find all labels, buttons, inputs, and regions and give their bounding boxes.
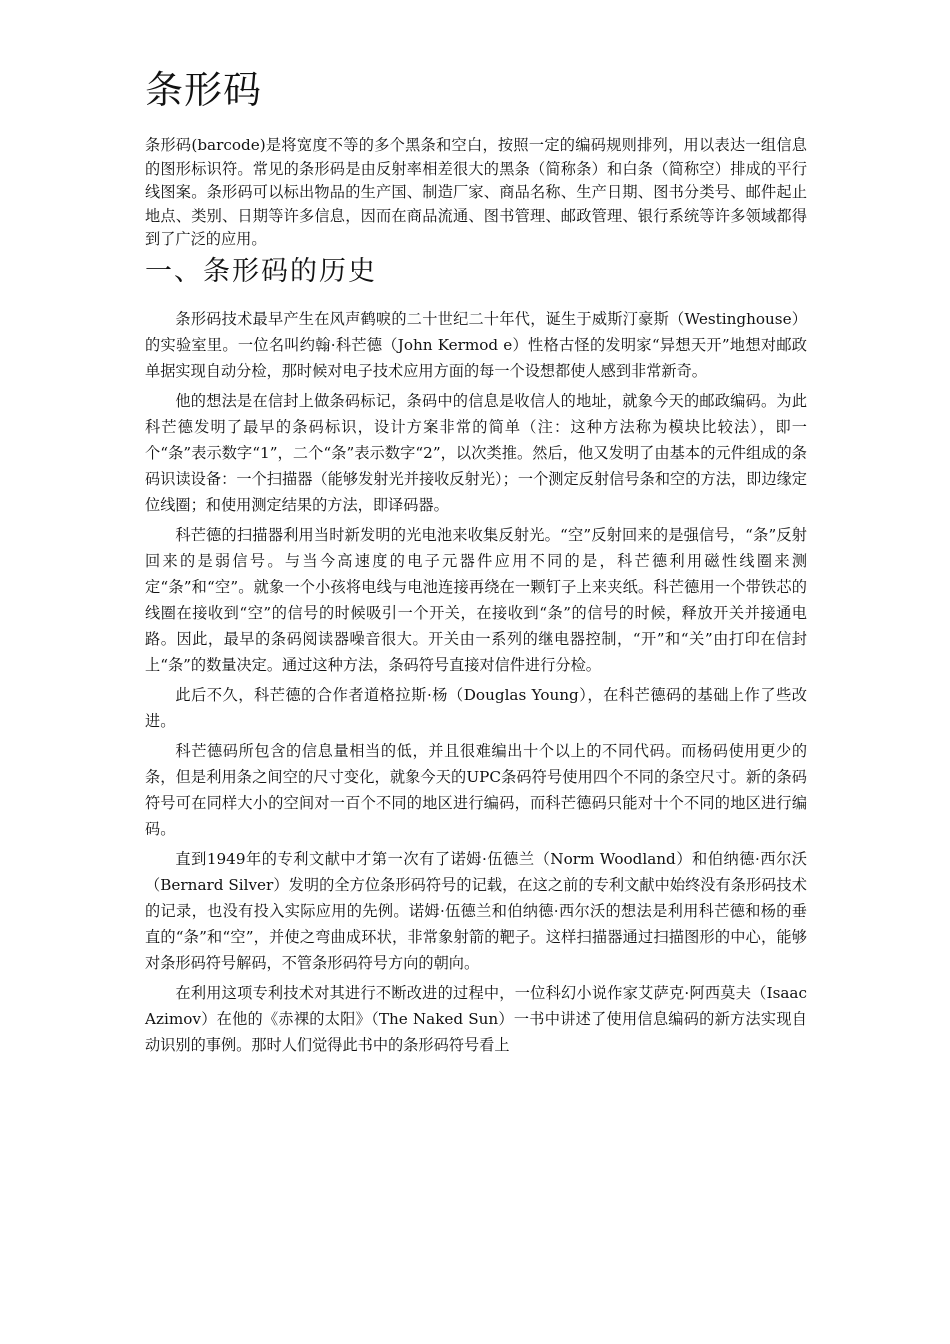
document-title: 条形码 <box>145 68 263 112</box>
document-page <box>145 62 807 1062</box>
body-paragraph: 条形码技术最早产生在风声鹤唳的二十世纪二十年代，诞生于威斯汀豪斯（Westinghouse）的实验室里。一位名叫约翰·科芒德（John Kermod e）性格古怪的发明家“异想天开”地想对邮政单据实现自动分检，那时候对电子技术应用方面的每一个设想都使人感到非常新奇。 <box>145 309 807 380</box>
body-paragraph: 直到1949年的专利文献中才第一次有了诺姆·伍德兰（Norm Woodland）和伯纳德·西尔沃（Bernard Silver）发明的全方位条形码符号的记载，在这之前的专利文献中始终没有条形码技术的记录，也没有投入实际应用的先例。诺姆·伍德兰和伯纳德·西尔沃的想法是利用科芒德和杨的垂直的“条”和“空”，并使之弯曲成环状，非常象射箭的靶子。这样扫描器通过扫描图形的中心，能够对条形码符号解码，不管条形码符号方向的朝向。 <box>145 849 807 972</box>
body-paragraph: 此后不久，科芒德的合作者道格拉斯·杨（Douglas Young），在科芒德码的基础上作了些改进。 <box>145 685 807 730</box>
body-paragraph: 在利用这项专利技术对其进行不断改进的过程中，一位科幻小说作家艾萨克·阿西莫夫（Isaac Azimov）在他的《赤裸的太阳》（The Naked Sun）一书中讲述了使用信息编码的新方法实现自动识别的事例。那时人们觉得此书中的条形码符号看上 <box>145 983 807 1054</box>
body-paragraph: 科芒德码所包含的信息量相当的低，并且很难编出十个以上的不同代码。而杨码使用更少的条，但是利用条之间空的尺寸变化，就象今天的UPC条码符号使用四个不同的条空尺寸。新的条码符号可在同样大小的空间对一百个不同的地区进行编码，而科芒德码只能对十个不同的地区进行编码。 <box>145 741 807 838</box>
body-paragraph: 科芒德的扫描器利用当时新发明的光电池来收集反射光。“空”反射回来的是强信号，“条”反射回来的是弱信号。与当今高速度的电子元器件应用不同的是，科芒德利用磁性线圈来测定“条”和“空”。就象一个小孩将电线与电池连接再绕在一颗钉子上来夹纸。科芒德用一个带铁芯的线圈在接收到“空”的信号的时候吸引一个开关，在接收到“条”的信号的时候，释放开关并接通电路。因此，最早的条码阅读器噪音很大。开关由一系列的继电器控制，“开”和“关”由打印在信封上“条”的数量决定。通过这种方法，条码符号直接对信件进行分检。 <box>145 525 807 674</box>
body-paragraph: 他的想法是在信封上做条码标记，条码中的信息是收信人的地址，就象今天的邮政编码。为此科芒德发明了最早的条码标识，设计方案非常的简单（注：这种方法称为模块比较法），即一个“条”表示数字“1”，二个“条”表示数字“2”，以次类推。然后，他又发明了由基本的元件组成的条码识读设备：一个扫描器（能够发射光并接收反射光）；一个测定反射信号条和空的方法，即边缘定位线圈；和使用测定结果的方法，即译码器。 <box>145 391 807 514</box>
section-heading-history: 一、条形码的历史 <box>145 255 377 287</box>
intro-paragraph: 条形码(barcode)是将宽度不等的多个黑条和空白，按照一定的编码规则排列，用以表达一组信息的图形标识符。常见的条形码是由反射率相差很大的黑条（简称条）和白条（简称空）排成的平行线图案。条形码可以标出物品的生产国、制造厂家、商品名称、生产日期、图书分类号、邮件起止地点、类别、日期等许多信息，因而在商品流通、图书管理、邮政管理、银行系统等许多领域都得到了广泛的应用。 <box>145 136 807 248</box>
